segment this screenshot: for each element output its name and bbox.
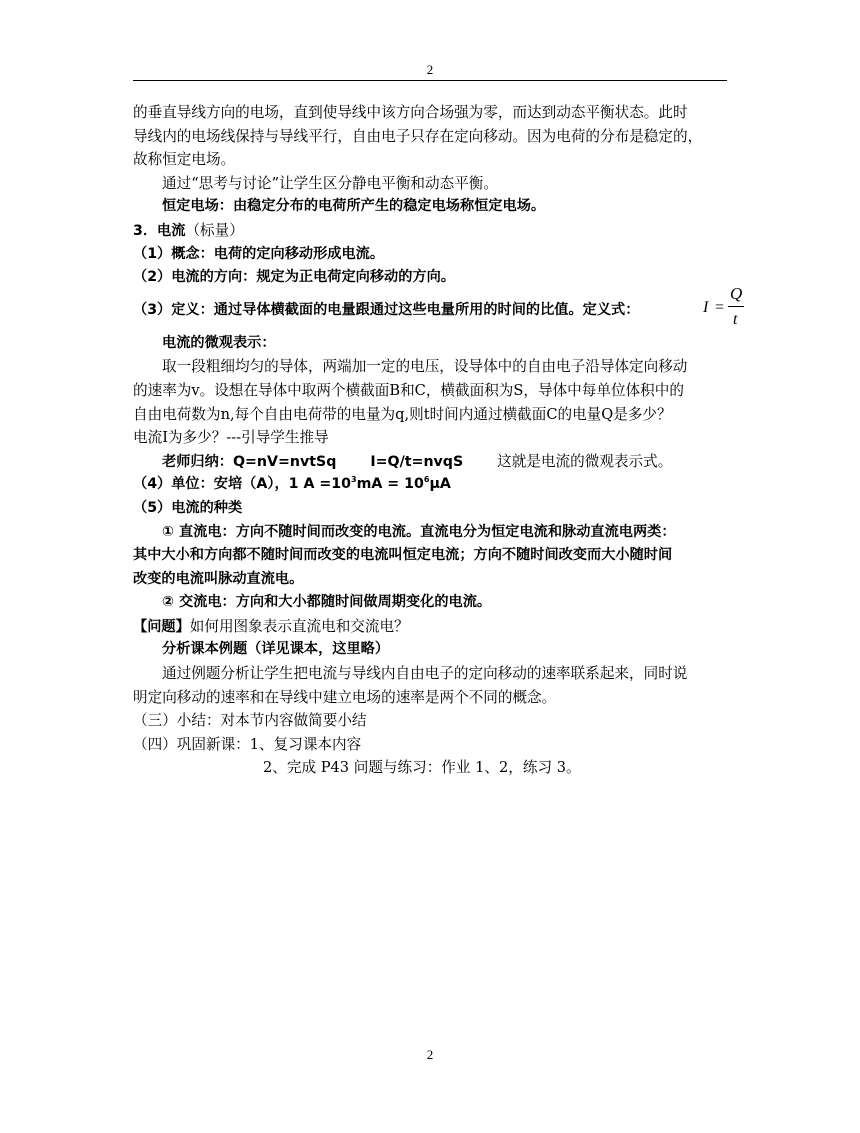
units-text-c: μA bbox=[429, 476, 451, 493]
list-item-definition bbox=[133, 283, 743, 332]
header-rule bbox=[133, 80, 727, 81]
paragraph-line: 电流I为多少？---引导学生推导 bbox=[133, 429, 329, 447]
question-tag: 【问题】 bbox=[133, 618, 190, 635]
subheading: 电流的微观表示： bbox=[162, 334, 276, 351]
section-number-title: 3．电流 bbox=[133, 222, 186, 239]
formula-denominator: t bbox=[733, 310, 738, 328]
document-body bbox=[133, 101, 743, 780]
paragraph-line: 的速率为v。设想在导体中取两个横截面B和C，横截面积为S，导体中每单位体积中的 bbox=[133, 381, 684, 399]
sub-list-item: ② 交流电：方向和大小都随时间做周期变化的电流。 bbox=[162, 594, 492, 611]
section-line: （三）小结：对本节内容做简要小结 bbox=[133, 712, 367, 730]
sub-list-item: ① 直流电：方向不随时间而改变的电流。直流电分为恒定电流和脉动直流电两类： bbox=[162, 523, 676, 540]
definition-text: （3）定义：通过导体横截面的电量跟通过这些电量所用的时间的比值。定义式： bbox=[133, 301, 640, 318]
header-page-number: 2 bbox=[426, 62, 434, 77]
current-formula bbox=[703, 282, 743, 334]
units-exponent-2: 6 bbox=[423, 475, 430, 485]
paragraph-line: 自由电荷数为n,每个自由电荷带的电量为q,则t时间内通过横截面C的电量Q是多少？ bbox=[133, 405, 672, 423]
paragraph-line: 取一段粗细均匀的导体，两端加一定的电压，设导体中的自由电子沿导体定向移动 bbox=[162, 358, 688, 376]
question-text: 如何用图象表示直流电和交流电？ bbox=[189, 617, 409, 635]
formula-lhs: I bbox=[703, 298, 709, 316]
paragraph-line: 明定向移动的速率和在导线中建立电场的速率是两个不同的概念。 bbox=[133, 688, 557, 706]
subheading: 分析课本例题（详见课本，这里略） bbox=[162, 641, 390, 658]
section-line: （四）巩固新课：1、复习课本内容 bbox=[133, 735, 362, 753]
list-item: （2）电流的方向：规定为正电荷定向移动的方向。 bbox=[133, 269, 455, 286]
footer-page-number: 2 bbox=[426, 1047, 434, 1062]
units-text-a: （4）单位：安培（A），1 A =10 bbox=[133, 476, 351, 493]
summary-line bbox=[133, 450, 733, 474]
summary-note: 这就是电流的微观表示式。 bbox=[497, 452, 673, 470]
paragraph-line: 通过例题分析让学生把电流与导线内自由电子的定向移动的速率联系起来，同时说 bbox=[162, 665, 688, 683]
list-item-units bbox=[133, 473, 733, 497]
formula-numerator: Q bbox=[730, 283, 743, 303]
list-item: （1）概念：电荷的定向移动形成电流。 bbox=[133, 245, 385, 262]
paragraph-line: 的垂直导线方向的电场，直到使导线中该方向合场强为零，而达到动态平衡状态。此时 bbox=[133, 104, 688, 121]
units-text-b: mA = 10 bbox=[356, 476, 424, 493]
section-line: 2、完成 P43 问题与练习：作业 1、2，练习 3。 bbox=[263, 759, 581, 777]
units-exponent-1: 3 bbox=[351, 475, 357, 485]
summary-formula-1: 老师归纳：Q=nV=nvtSq bbox=[162, 453, 337, 470]
list-item: （5）电流的种类 bbox=[133, 499, 243, 516]
fraction-bar bbox=[728, 306, 744, 307]
section-heading bbox=[133, 219, 733, 243]
question-line bbox=[133, 615, 733, 639]
paragraph-line: 改变的电流叫脉动直流电。 bbox=[133, 570, 304, 587]
section-note: （标量） bbox=[185, 221, 244, 239]
formula-equals: = bbox=[715, 298, 725, 316]
paragraph-line: 导线内的电场线保持与导线平行，自由电子只存在定向移动。因为电荷的分布是稳定的， bbox=[133, 127, 703, 145]
definition-line: 恒定电场：由稳定分布的电荷所产生的稳定电场称恒定电场。 bbox=[162, 198, 546, 215]
paragraph-line: 通过“思考与讨论”让学生区分静电平衡和动态平衡。 bbox=[162, 174, 498, 192]
summary-formula-2: I=Q/t=nvqS bbox=[370, 453, 464, 470]
paragraph-line: 故称恒定电场。 bbox=[133, 151, 236, 169]
paragraph-line: 其中大小和方向都不随时间而改变的电流叫恒定电流；方向不随时间改变而大小随时间 bbox=[133, 547, 673, 564]
